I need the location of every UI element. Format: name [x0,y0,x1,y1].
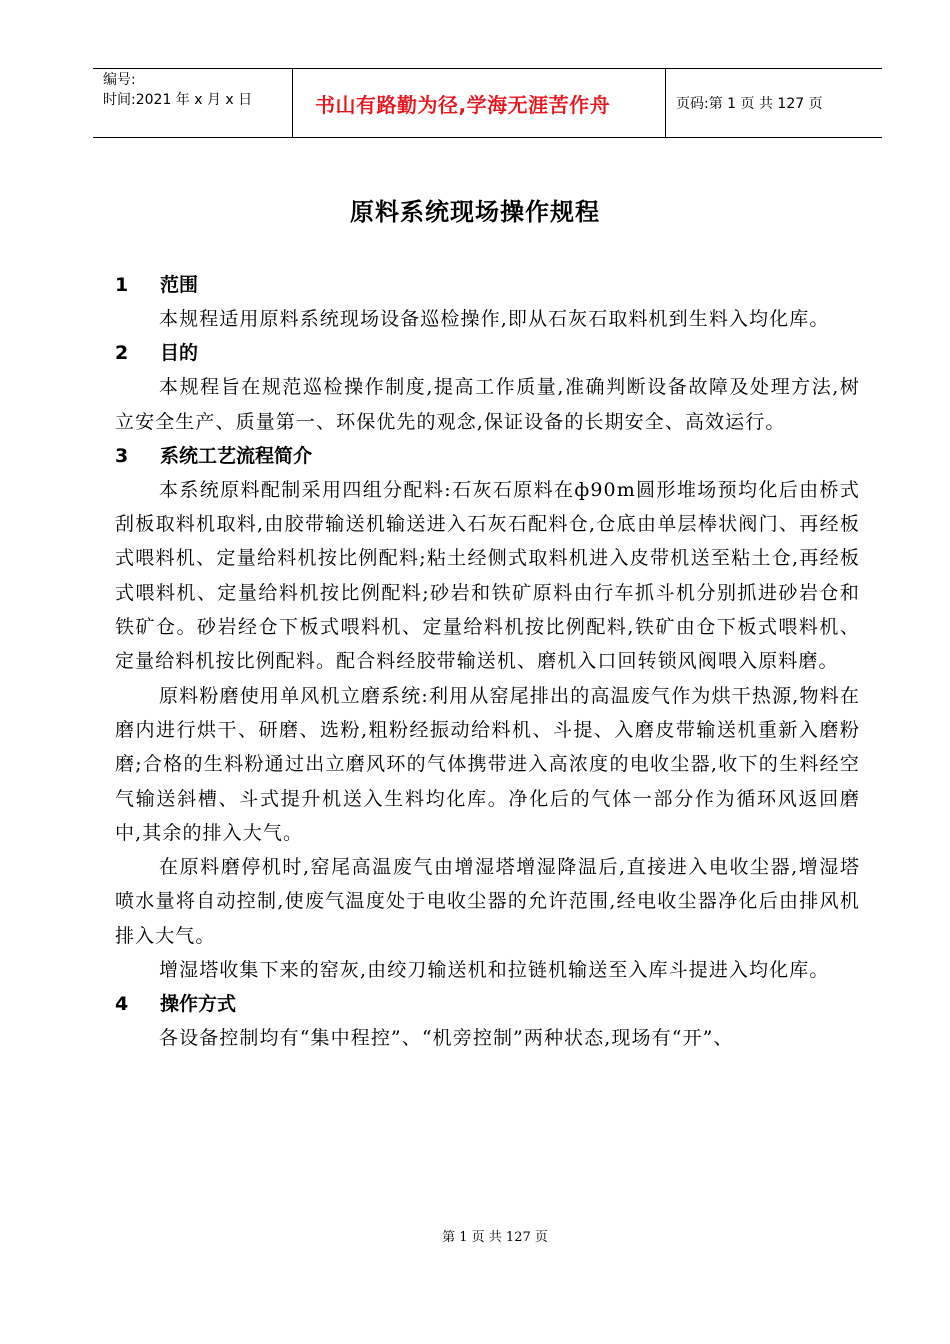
paragraph: 本规程适用原料系统现场设备巡检操作,即从石灰石取料机到生料入均化库。 [159,308,830,330]
document-body [115,268,860,1056]
paragraph: 原料粉磨使用单风机立磨系统:利用从窑尾排出的高温废气作为烘干热源,物料在磨内进行烘干、研磨、选粉,粗粉经振动给料机、斗提、入磨皮带输送机重新入磨粉磨;合格的生料粉通过出立磨风环的气体携带进入高浓度的电收尘器,收下的生料经空气输送斜槽、斗式提升机送入生料均化库。净化后的气体一部分作为循环风返回磨中,其余的排入大气。 [115,684,860,844]
paragraph: 在原料磨停机时,窑尾高温废气由增湿塔增湿降温后,直接进入电收尘器,增湿塔喷水量将自动控制,使废气温度处于电收尘器的允许范围,经电收尘器净化后由排风机排入大气。 [115,856,860,947]
section-heading [115,270,860,300]
section-heading [115,989,860,1019]
number-label: 编号: [103,72,136,88]
section-title: 操作方式 [160,993,237,1016]
section-number: 2 [115,342,129,365]
section-number: 4 [115,993,129,1016]
document-title: 原料系统现场操作规程 [350,198,600,226]
paragraph: 增湿塔收集下来的窑灰,由绞刀输送机和拉链机输送至入库斗提进入均化库。 [159,959,830,982]
paragraph: 本规程旨在规范巡检操作制度,提高工作质量,准确判断设备故障及处理方法,树立安全生产、质量第一、环保优先的观念,保证设备的长期安全、高效运行。 [115,376,860,433]
section-title: 目的 [160,342,199,365]
section-number: 1 [115,274,129,296]
section-title: 范围 [160,274,199,296]
paragraph: 各设备控制均有“集中程控”、“机旁控制”两种状态,现场有“开”、 [159,1027,734,1050]
paragraph: 本系统原料配制采用四组分配料:石灰石原料在ф90m圆形堆场预均化后由桥式刮板取料机取料,由胶带输送机输送进入石灰石配料仓,仓底由单层棒状阀门、再经板式喂料机、定量给料机按比例配料;粘土经侧式取料机进入皮带机送至粘土仓,再经板式喂料机、定量给料机按比例配料;砂岩和铁矿原料由行车抓斗机分别抓进砂岩仓和铁矿仓。砂岩经仓下板式喂料机、定量给料机按比例配料,铁矿由仓下板式喂料机、定量给料机按比例配料。配合料经胶带输送机、磨机入口回转锁风阀喂入原料磨。 [115,478,860,673]
time-label: 时间:2021 年 x 月 x 日 [103,92,253,108]
section-heading [115,338,860,368]
section-title: 系统工艺流程简介 [160,444,313,467]
section-heading [115,441,860,471]
page-header [93,68,882,138]
page-footer: 第 1 页 共 127 页 [442,1230,548,1245]
header-page-info: 页码:第 1 页 共 127 页 [676,96,823,112]
section-number: 3 [115,444,129,467]
header-motto: 书山有路勤为径,学海无涯苦作舟 [293,69,666,137]
header-meta-cell [93,69,293,137]
